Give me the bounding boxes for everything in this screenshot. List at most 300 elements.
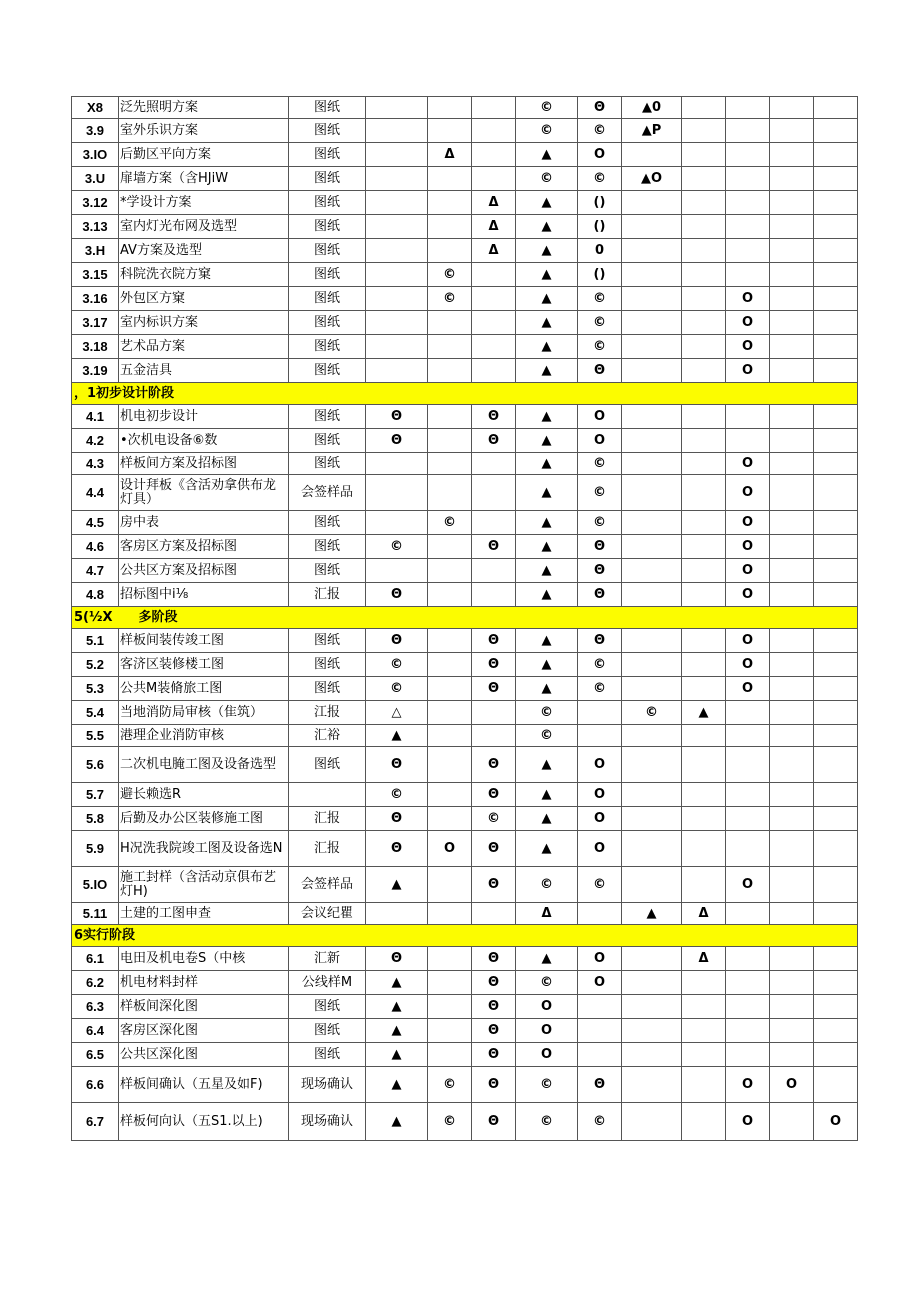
item-number: 6.2 [72,971,119,995]
role-mark-cell: © [472,807,516,831]
role-mark-cell [682,335,726,359]
role-mark-cell: ▲P [622,119,682,143]
role-mark-cell [428,903,472,925]
role-mark-cell: ▲ [516,629,578,653]
role-mark-cell: () [578,215,622,239]
role-mark-cell: Δ [472,239,516,263]
role-mark-cell [622,783,682,807]
role-mark-cell [366,453,428,475]
item-number: 3.18 [72,335,119,359]
role-mark-cell [726,119,770,143]
item-name: 后勤及办公区装修施工图 [119,807,289,831]
role-mark-cell: Θ [472,867,516,903]
role-mark-cell [428,167,472,191]
item-number: X8 [72,97,119,119]
role-mark-cell [770,429,814,453]
role-mark-cell: © [578,167,622,191]
role-mark-cell [726,215,770,239]
table-row [72,335,858,359]
role-mark-cell [472,701,516,725]
deliverable-type: 图纸 [289,97,366,119]
role-mark-cell [814,359,858,383]
role-mark-cell: Θ [472,831,516,867]
role-mark-cell [428,807,472,831]
section-title: 5(½X 多阶段 [72,607,858,629]
deliverable-type: 图纸 [289,629,366,653]
role-mark-cell [472,453,516,475]
role-mark-cell [428,1043,472,1067]
item-name: 室内标识方案 [119,311,289,335]
role-mark-cell [682,143,726,167]
role-mark-cell: Θ [366,807,428,831]
role-mark-cell [428,559,472,583]
item-number: 5.6 [72,747,119,783]
role-mark-cell: Θ [366,429,428,453]
role-mark-cell [472,287,516,311]
role-mark-cell [472,119,516,143]
role-mark-cell: © [578,677,622,701]
role-mark-cell: O [578,783,622,807]
role-mark-cell: O [726,867,770,903]
role-mark-cell [428,867,472,903]
role-mark-cell: ▲ [366,971,428,995]
role-mark-cell [726,1019,770,1043]
section-row [72,383,858,405]
role-mark-cell [682,97,726,119]
role-mark-cell: O [726,677,770,701]
role-mark-cell [726,167,770,191]
role-mark-cell [814,239,858,263]
item-number: 4.2 [72,429,119,453]
table-row [72,97,858,119]
role-mark-cell: Θ [472,747,516,783]
role-mark-cell: O [770,1067,814,1103]
item-name: 外包区方窠 [119,287,289,311]
role-mark-cell [622,1103,682,1141]
item-name: 样板间装传竣工图 [119,629,289,653]
item-name: 扉墙方案（含HJiW [119,167,289,191]
role-mark-cell: Θ [472,405,516,429]
table-row [72,475,858,511]
role-mark-cell [682,725,726,747]
role-mark-cell: Θ [578,1067,622,1103]
item-name: 港理企业消防审核 [119,725,289,747]
role-mark-cell [366,311,428,335]
role-mark-cell [366,559,428,583]
role-mark-cell [682,511,726,535]
item-name: 五金洁具 [119,359,289,383]
role-mark-cell [472,359,516,383]
role-mark-cell: O [516,995,578,1019]
role-mark-cell: ▲0 [622,97,682,119]
role-mark-cell [682,119,726,143]
table-row [72,971,858,995]
item-name: 电田及机电卷S（中核 [119,947,289,971]
role-mark-cell [770,287,814,311]
item-name: 避长赖选R [119,783,289,807]
role-mark-cell: © [578,311,622,335]
role-mark-cell: © [428,1067,472,1103]
role-mark-cell: Θ [472,1067,516,1103]
role-mark-cell: ▲ [516,287,578,311]
item-name: 招标图中i⅛ [119,583,289,607]
table-row [72,191,858,215]
role-mark-cell [682,971,726,995]
role-mark-cell: ▲ [516,191,578,215]
role-mark-cell [770,167,814,191]
role-mark-cell [428,535,472,559]
table-row [72,239,858,263]
role-mark-cell [682,429,726,453]
role-mark-cell: Θ [472,995,516,1019]
table-row [72,167,858,191]
role-mark-cell: ▲ [682,701,726,725]
deliverable-type: 图纸 [289,359,366,383]
role-mark-cell [622,747,682,783]
role-mark-cell [622,559,682,583]
role-mark-cell [428,215,472,239]
role-mark-cell [622,677,682,701]
role-mark-cell [622,429,682,453]
role-mark-cell: ▲ [516,677,578,701]
role-mark-cell [770,1019,814,1043]
item-name: AV方案及选型 [119,239,289,263]
item-number: 4.5 [72,511,119,535]
item-name: 客济区装修楼工图 [119,653,289,677]
table-row [72,453,858,475]
item-name: 客房区深化图 [119,1019,289,1043]
role-mark-cell: O [578,747,622,783]
role-mark-cell: Θ [366,629,428,653]
role-mark-cell [622,453,682,475]
item-number: 6.3 [72,995,119,1019]
role-mark-cell: O [578,807,622,831]
deliverable-type: 公线样M [289,971,366,995]
table-row [72,947,858,971]
table-row [72,807,858,831]
role-mark-cell [814,807,858,831]
role-mark-cell: Θ [366,747,428,783]
deliverable-type: 图纸 [289,511,366,535]
item-name: 机电初步设计 [119,405,289,429]
role-mark-cell [472,475,516,511]
role-mark-cell [428,405,472,429]
table-row [72,995,858,1019]
deliverable-type: 图纸 [289,1019,366,1043]
role-mark-cell [814,971,858,995]
role-mark-cell: Θ [472,947,516,971]
item-name: 客房区方案及招标图 [119,535,289,559]
item-number: 3.H [72,239,119,263]
role-mark-cell: ▲ [516,559,578,583]
role-mark-cell [622,583,682,607]
role-mark-cell [428,1019,472,1043]
role-mark-cell: O [578,405,622,429]
role-mark-cell [814,583,858,607]
role-mark-cell [622,995,682,1019]
role-mark-cell: © [578,1103,622,1141]
item-number: 5.4 [72,701,119,725]
role-mark-cell: Θ [472,1043,516,1067]
item-number: 3.15 [72,263,119,287]
role-mark-cell: Θ [366,947,428,971]
role-mark-cell: Δ [682,903,726,925]
section-row [72,607,858,629]
role-mark-cell [682,405,726,429]
item-name: *学设计方案 [119,191,289,215]
role-mark-cell: O [726,583,770,607]
role-mark-cell: © [516,1103,578,1141]
deliverable-type [289,783,366,807]
role-mark-cell [682,535,726,559]
deliverable-type: 图纸 [289,1043,366,1067]
role-mark-cell: O [726,629,770,653]
role-mark-cell [814,311,858,335]
role-mark-cell [578,995,622,1019]
role-mark-cell [770,629,814,653]
deliverable-type: 图纸 [289,143,366,167]
role-mark-cell: Θ [578,359,622,383]
role-mark-cell [814,629,858,653]
table-row [72,701,858,725]
role-mark-cell [682,311,726,335]
role-mark-cell: O [578,947,622,971]
item-name: 室内灯光布网及选型 [119,215,289,239]
role-mark-cell [682,1103,726,1141]
role-mark-cell [726,903,770,925]
item-name: 机电材料封样 [119,971,289,995]
deliverable-type: 汇报 [289,807,366,831]
section-row [72,925,858,947]
role-mark-cell: O [578,143,622,167]
role-mark-cell: ▲ [366,1067,428,1103]
role-mark-cell [428,947,472,971]
role-mark-cell [622,1019,682,1043]
table-row [72,143,858,167]
role-mark-cell: Δ [428,143,472,167]
role-mark-cell: ▲ [516,831,578,867]
item-name: 科院洗衣院方窠 [119,263,289,287]
role-mark-cell: △ [366,701,428,725]
deliverable-type: 图纸 [289,995,366,1019]
role-mark-cell [726,971,770,995]
role-mark-cell: ▲ [366,867,428,903]
deliverable-type: 图纸 [289,167,366,191]
role-mark-cell: ▲ [516,335,578,359]
role-mark-cell: © [516,119,578,143]
table-row [72,677,858,701]
role-mark-cell [428,475,472,511]
role-mark-cell [428,629,472,653]
role-mark-cell: O [428,831,472,867]
role-mark-cell [366,903,428,925]
role-mark-cell: ▲ [366,1043,428,1067]
item-number: 3.U [72,167,119,191]
role-mark-cell: ▲ [516,453,578,475]
item-number: 5.9 [72,831,119,867]
role-mark-cell: Δ [472,191,516,215]
role-mark-cell: © [428,511,472,535]
deliverable-type: 现场确认 [289,1103,366,1141]
role-mark-cell [814,995,858,1019]
role-mark-cell [428,725,472,747]
role-mark-cell: O [726,653,770,677]
role-mark-cell [682,995,726,1019]
role-mark-cell [770,191,814,215]
role-mark-cell [814,335,858,359]
role-mark-cell: O [516,1019,578,1043]
role-mark-cell: Θ [472,1019,516,1043]
item-number: 4.4 [72,475,119,511]
role-mark-cell [472,311,516,335]
role-mark-cell [622,1043,682,1067]
role-mark-cell [770,215,814,239]
role-mark-cell: Δ [516,903,578,925]
role-mark-cell: © [516,867,578,903]
item-number: 5.7 [72,783,119,807]
role-mark-cell [770,995,814,1019]
role-mark-cell: O [726,511,770,535]
table-row [72,311,858,335]
role-mark-cell: Θ [366,583,428,607]
role-mark-cell [682,263,726,287]
role-mark-cell [814,1043,858,1067]
role-mark-cell [366,215,428,239]
table-row [72,119,858,143]
role-mark-cell [770,143,814,167]
role-mark-cell: ▲ [516,359,578,383]
table-row [72,1043,858,1067]
role-mark-cell: Θ [472,653,516,677]
role-mark-cell [622,191,682,215]
deliverable-type: 汇新 [289,947,366,971]
role-mark-cell [682,559,726,583]
role-mark-cell [814,405,858,429]
role-mark-cell [366,191,428,215]
role-mark-cell: O [814,1103,858,1141]
role-mark-cell: ▲ [366,995,428,1019]
role-mark-cell [428,359,472,383]
role-mark-cell [682,783,726,807]
item-number: 6.5 [72,1043,119,1067]
role-mark-cell: ▲ [516,239,578,263]
item-number: 5.1 [72,629,119,653]
table-row [72,1019,858,1043]
table-row [72,867,858,903]
deliverable-type: 汇报 [289,831,366,867]
item-number: 5.3 [72,677,119,701]
role-mark-cell [428,747,472,783]
role-mark-cell [682,215,726,239]
role-mark-cell [682,475,726,511]
item-number: 5.IO [72,867,119,903]
item-number: 3.19 [72,359,119,383]
role-mark-cell: © [366,653,428,677]
role-mark-cell: O [726,535,770,559]
role-mark-cell [622,725,682,747]
role-mark-cell: ▲ [366,1103,428,1141]
role-mark-cell [622,311,682,335]
deliverable-type: 图纸 [289,535,366,559]
deliverable-type: 图纸 [289,653,366,677]
role-mark-cell [472,559,516,583]
item-number: 5.8 [72,807,119,831]
role-mark-cell [726,97,770,119]
role-mark-cell [770,511,814,535]
role-mark-cell [682,1043,726,1067]
role-mark-cell [770,783,814,807]
role-mark-cell [726,747,770,783]
item-name: 房中表 [119,511,289,535]
role-mark-cell [428,971,472,995]
role-mark-cell [814,119,858,143]
deliverable-type: 现场确认 [289,1067,366,1103]
role-mark-cell [814,903,858,925]
role-mark-cell [578,725,622,747]
role-mark-cell [814,97,858,119]
role-mark-cell [814,1019,858,1043]
role-mark-cell: Θ [578,559,622,583]
role-mark-cell [682,191,726,215]
deliverable-type: 图纸 [289,453,366,475]
role-mark-cell [770,1043,814,1067]
role-mark-cell: O [726,1103,770,1141]
role-mark-cell: Δ [472,215,516,239]
role-mark-cell: © [428,263,472,287]
deliverable-type: 图纸 [289,559,366,583]
role-mark-cell [682,583,726,607]
role-mark-cell [682,239,726,263]
item-name: 样板间方案及招标图 [119,453,289,475]
role-mark-cell [814,475,858,511]
role-mark-cell: © [578,511,622,535]
item-name: H况洗我院竣工图及设备选N [119,831,289,867]
role-mark-cell: O [726,453,770,475]
role-mark-cell: () [578,263,622,287]
role-mark-cell [726,191,770,215]
table-row [72,831,858,867]
role-mark-cell: © [516,725,578,747]
role-mark-cell [726,239,770,263]
table-row [72,583,858,607]
item-name: 公共区深化图 [119,1043,289,1067]
item-name: 公共区方案及招标图 [119,559,289,583]
role-mark-cell [770,947,814,971]
role-mark-cell: () [578,191,622,215]
item-name: 艺术品方案 [119,335,289,359]
role-mark-cell [726,831,770,867]
role-mark-cell: © [578,453,622,475]
role-mark-cell [770,453,814,475]
role-mark-cell [814,215,858,239]
role-mark-cell: ▲ [366,725,428,747]
role-mark-cell [770,971,814,995]
role-mark-cell [682,831,726,867]
role-mark-cell [726,807,770,831]
role-mark-cell: © [578,335,622,359]
deliverable-type: 图纸 [289,747,366,783]
role-mark-cell [726,947,770,971]
role-mark-cell [814,287,858,311]
item-number: 4.7 [72,559,119,583]
role-mark-cell [770,239,814,263]
role-mark-cell [428,311,472,335]
deliverable-type: 汇报 [289,583,366,607]
role-mark-cell: ▲ [516,475,578,511]
role-mark-cell [770,405,814,429]
item-number: 6.6 [72,1067,119,1103]
role-mark-cell [682,747,726,783]
